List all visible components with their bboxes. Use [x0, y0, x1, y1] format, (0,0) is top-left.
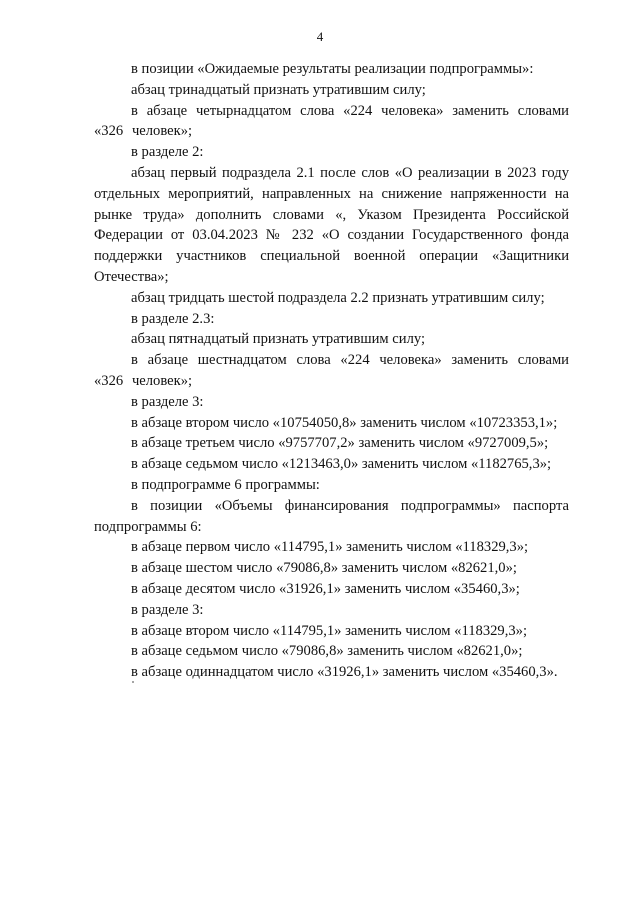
- paragraph: в абзаце шестнадцатом слова «224 человека» заменить словами «326 человек»;: [94, 352, 569, 389]
- paragraph: в абзаце втором число «114795,1» заменить числом «118329,3»;: [131, 622, 528, 639]
- paragraph: в абзаце седьмом число «1213463,0» заменить числом «1182765,3»;: [131, 456, 552, 473]
- paragraph: в разделе 2.3:: [131, 310, 215, 327]
- paragraph: абзац первый подраздела 2.1 после слов «О реализации в 2023 году отдельных мероприятий, направленных на снижение напряженности на рынке труда» дополнить словами «, Указом Президента Российской Федерации от 03.04.2023 № 232 «О создании Государственного фонда поддержки участников специальной военной операции «Защитники Отечества»;: [94, 164, 569, 285]
- paragraph: в позиции «Объемы финансирования подпрограммы» паспорта подпрограммы 6:: [94, 497, 569, 535]
- paragraph: в разделе 2:: [131, 144, 204, 161]
- paragraph: в абзаце десятом число «31926,1» заменить числом «35460,3»;: [131, 580, 520, 597]
- paragraph: в абзаце седьмом число «79086,8» заменить числом «82621,0»;: [131, 643, 523, 660]
- paragraph: в абзаце третьем число «9757707,2» заменить числом «9727009,5»;: [131, 435, 549, 452]
- paragraph: в разделе 3:: [131, 601, 204, 618]
- paragraph: абзац тринадцатый признать утратившим силу;: [131, 81, 426, 98]
- paragraph: в абзаце втором число «10754050,8» заменить числом «10723353,1»;: [131, 414, 558, 431]
- paragraph: абзац тридцать шестой подраздела 2.2 признать утратившим силу;: [131, 289, 545, 306]
- paragraph: в позиции «Ожидаемые результаты реализации подпрограммы»:: [131, 61, 534, 77]
- paragraph: абзац пятнадцатый признать утратившим силу;: [131, 331, 426, 348]
- page-number: 4: [316, 29, 324, 44]
- paragraph: в абзаце первом число «114795,1» заменить числом «118329,3»;: [131, 539, 529, 556]
- document-body: [94, 59, 569, 683]
- paragraph: в абзаце четырнадцатом слова «224 человека» заменить словами «326 человек»;: [94, 102, 569, 140]
- paragraph: в абзаце шестом число «79086,8» заменить числом «82621,0»;: [131, 560, 517, 577]
- paragraph: в подпрограмме 6 программы:: [131, 476, 320, 493]
- paragraph: в абзаце одиннадцатом число «31926,1» заменить числом «35460,3».: [131, 664, 558, 681]
- paragraph: в разделе 3:: [131, 393, 204, 410]
- scan-speck: [132, 681, 134, 683]
